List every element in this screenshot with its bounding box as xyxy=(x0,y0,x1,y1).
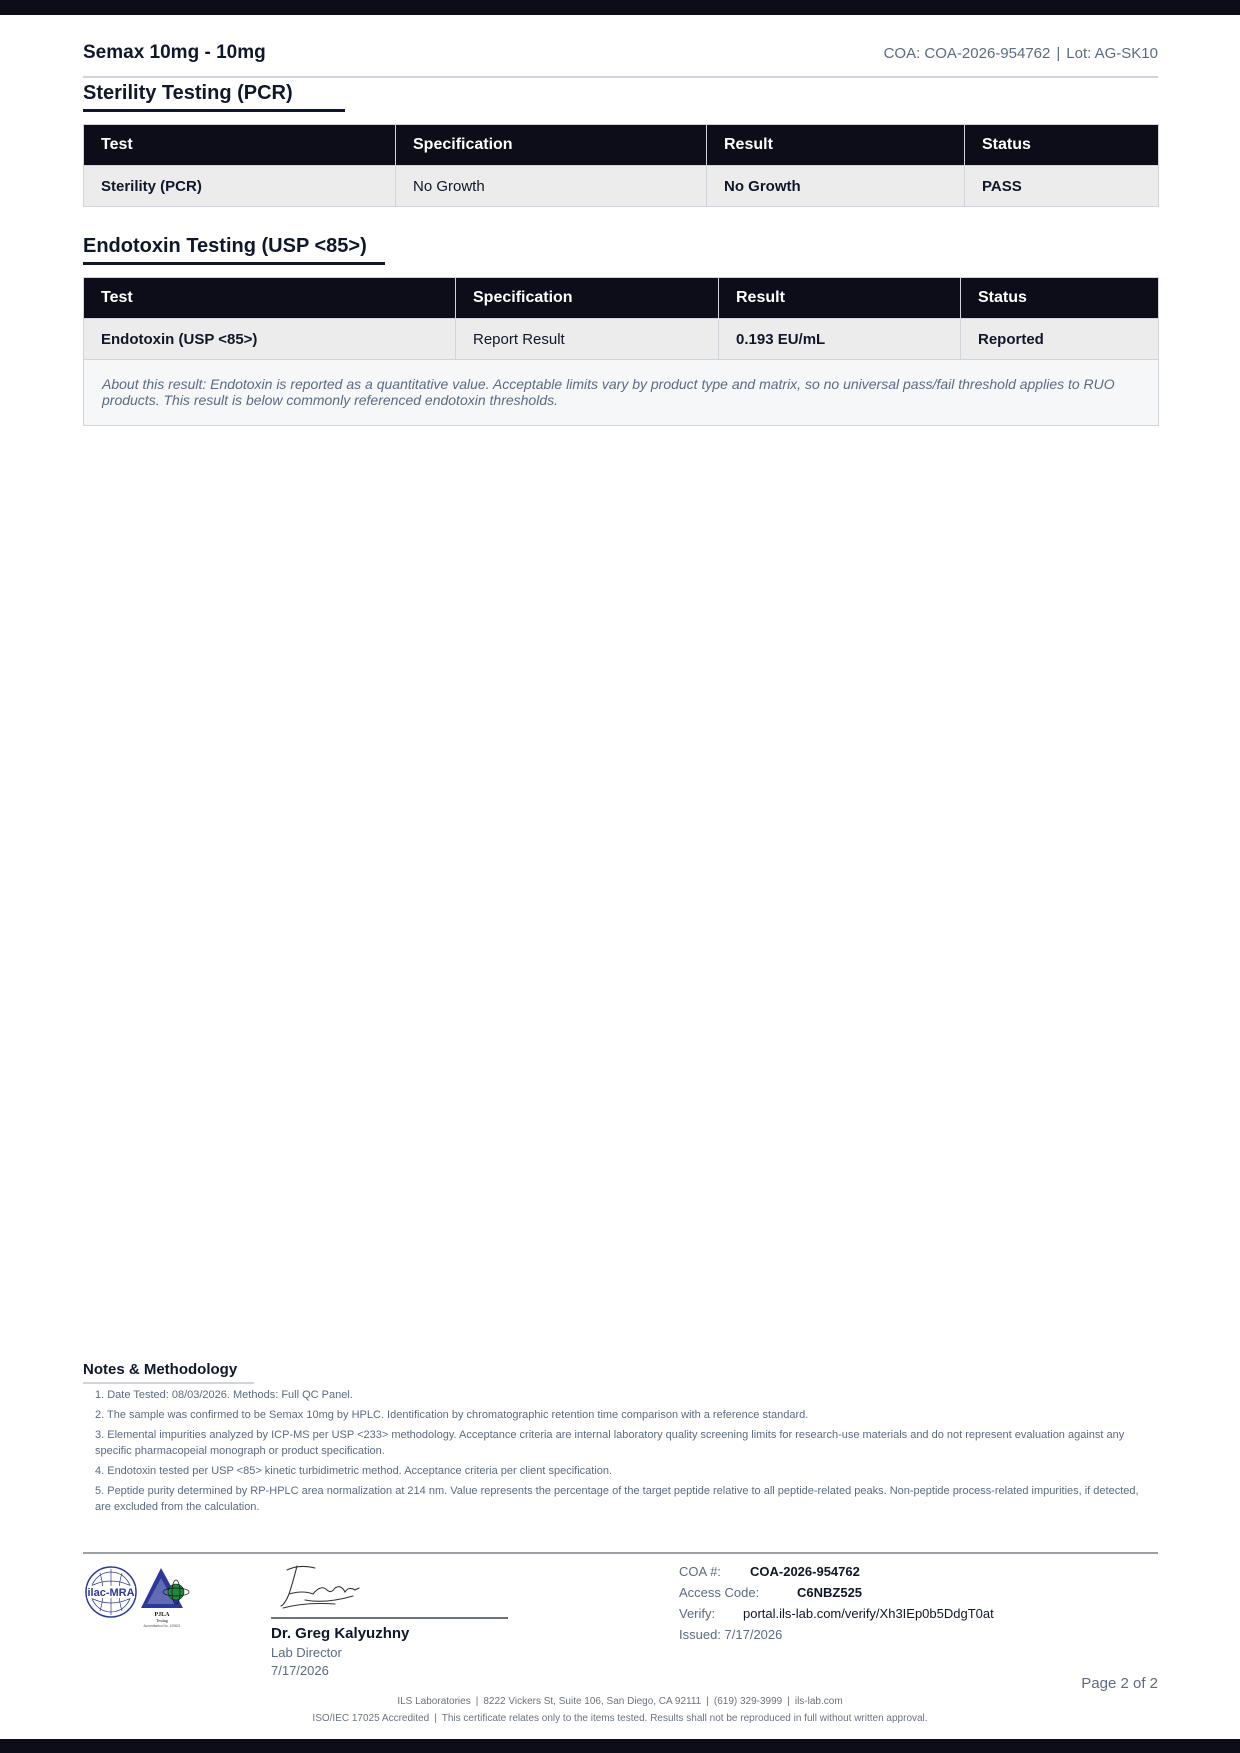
column-header-specification: Specification xyxy=(456,278,719,319)
table-row xyxy=(84,319,1159,360)
endotoxin-note: About this result: Endotoxin is reported as a quantitative value. Acceptable limits vary by product type and matrix, so no universal pass/fail threshold applies to RUO products. This result is below commonly referenced endotoxin thresholds. xyxy=(84,360,1159,426)
note-item: 1. Date Tested: 08/03/2026. Methods: Full QC Panel. xyxy=(95,1389,353,1401)
cell-result: No Growth xyxy=(707,166,965,207)
coa-number: COA: COA-2026-954762 xyxy=(883,45,1051,62)
footer-separator: | xyxy=(706,1696,709,1707)
notes-title: Notes & Methodology xyxy=(83,1361,254,1384)
pjla-logo-text: PJLA xyxy=(154,1612,170,1618)
column-header-result: Result xyxy=(719,278,961,319)
issued-row xyxy=(679,1627,994,1648)
table-header-row xyxy=(84,125,1159,166)
top-bar xyxy=(0,0,1240,15)
table-row xyxy=(84,166,1159,207)
cell-specification: Report Result xyxy=(456,319,719,360)
note-item: 5. Peptide purity determined by RP-HPLC area normalization at 214 nm. Value represents the percentage of the target peptide relative to all peptide-related peaks. Non-peptide process-related impurities, if detected, are excluded from the calculation. xyxy=(95,1485,1139,1513)
coa-row xyxy=(679,1564,994,1585)
signatory-name: Dr. Greg Kalyuzhny xyxy=(271,1625,410,1642)
footer-disclaimer-text: This certificate relates only to the items tested. Results shall not be reproduced in full without written approval. xyxy=(441,1713,928,1724)
column-header-specification: Specification xyxy=(396,125,707,166)
footer-divider xyxy=(83,1552,1158,1554)
document-meta xyxy=(884,45,1158,62)
column-header-test: Test xyxy=(84,125,396,166)
footer-accreditation: ISO/IEC 17025 Accredited xyxy=(312,1713,430,1724)
cell-specification: No Growth xyxy=(396,166,707,207)
note-item: 2. The sample was confirmed to be Semax 10mg by HPLC. Identification by chromatographic retention time comparison with a reference standard. xyxy=(95,1409,809,1421)
footer-separator: | xyxy=(787,1696,790,1707)
meta-separator: | xyxy=(1056,45,1061,62)
sterility-section-title: Sterility Testing (PCR) xyxy=(83,82,345,112)
verify-label: Verify: xyxy=(679,1606,716,1621)
document-title: Semax 10mg - 10mg xyxy=(83,42,266,63)
ilac-mra-logo xyxy=(84,1565,138,1619)
column-header-status: Status xyxy=(961,278,1159,319)
column-header-status: Status xyxy=(965,125,1159,166)
footer-phone: (619) 329-3999 xyxy=(713,1696,783,1707)
signatory-role: Lab Director xyxy=(271,1645,342,1660)
cell-status: Reported xyxy=(961,319,1159,360)
signatory-date: 7/17/2026 xyxy=(271,1663,329,1678)
column-header-test: Test xyxy=(84,278,456,319)
cell-status: PASS xyxy=(965,166,1159,207)
note-item: 3. Elemental impurities analyzed by ICP-MS per USP <233> methodology. Acceptance criteria are internal laboratory quality screening limits for research-use materials and do not represent evaluation against any specific pharmacopeial monograph or product specification. xyxy=(95,1429,1125,1457)
notes-list xyxy=(95,1387,1150,1519)
access-code-row xyxy=(679,1585,994,1606)
access-code-label: Access Code: xyxy=(679,1585,760,1600)
lot-number: Lot: AG-SK10 xyxy=(1066,45,1158,62)
pjla-logo-sub: Testing xyxy=(156,1618,168,1623)
column-header-result: Result xyxy=(707,125,965,166)
signature-line xyxy=(271,1617,508,1619)
table-header-row xyxy=(84,278,1159,319)
certificate-details xyxy=(679,1564,994,1648)
issued-date: Issued: 7/17/2026 xyxy=(679,1627,783,1642)
verify-link[interactable]: portal.ils-lab.com/verify/Xh3IEp0b5DdgT0at xyxy=(743,1606,994,1621)
endotoxin-section-title: Endotoxin Testing (USP <85>) xyxy=(83,235,385,265)
footer-separator: | xyxy=(434,1713,437,1724)
document-header xyxy=(83,42,1158,78)
access-code-value: C6NBZ525 xyxy=(797,1585,863,1600)
endotoxin-table xyxy=(83,277,1159,426)
coa-value: COA-2026-954762 xyxy=(750,1564,860,1579)
footer-company: ILS Laboratories xyxy=(397,1696,471,1707)
verify-row xyxy=(679,1606,994,1627)
note-item: 4. Endotoxin tested per USP <85> kinetic turbidimetric method. Acceptance criteria per client specification. xyxy=(95,1465,613,1477)
page-number: Page 2 of 2 xyxy=(1081,1675,1158,1692)
footer-street: 8222 Vickers St, Suite 106, San Diego, CA 92111 xyxy=(483,1696,702,1707)
bottom-bar xyxy=(0,1739,1240,1753)
footer-address xyxy=(0,1696,1240,1707)
cell-test: Endotoxin (USP <85>) xyxy=(84,319,456,360)
pjla-logo-cert: Accreditation No. 109821 xyxy=(143,1624,181,1628)
cell-test: Sterility (PCR) xyxy=(84,166,396,207)
cell-result: 0.193 EU/mL xyxy=(719,319,961,360)
coa-label: COA #: xyxy=(679,1564,721,1579)
ilac-logo-text: ilac-MRA xyxy=(87,1587,135,1599)
note-row xyxy=(84,360,1159,426)
footer-website[interactable]: ils-lab.com xyxy=(794,1696,843,1707)
sterility-table xyxy=(83,124,1159,207)
pjla-logo xyxy=(139,1566,193,1630)
footer-disclaimer xyxy=(0,1713,1240,1724)
footer-separator: | xyxy=(475,1696,479,1707)
signature-image xyxy=(275,1560,370,1612)
